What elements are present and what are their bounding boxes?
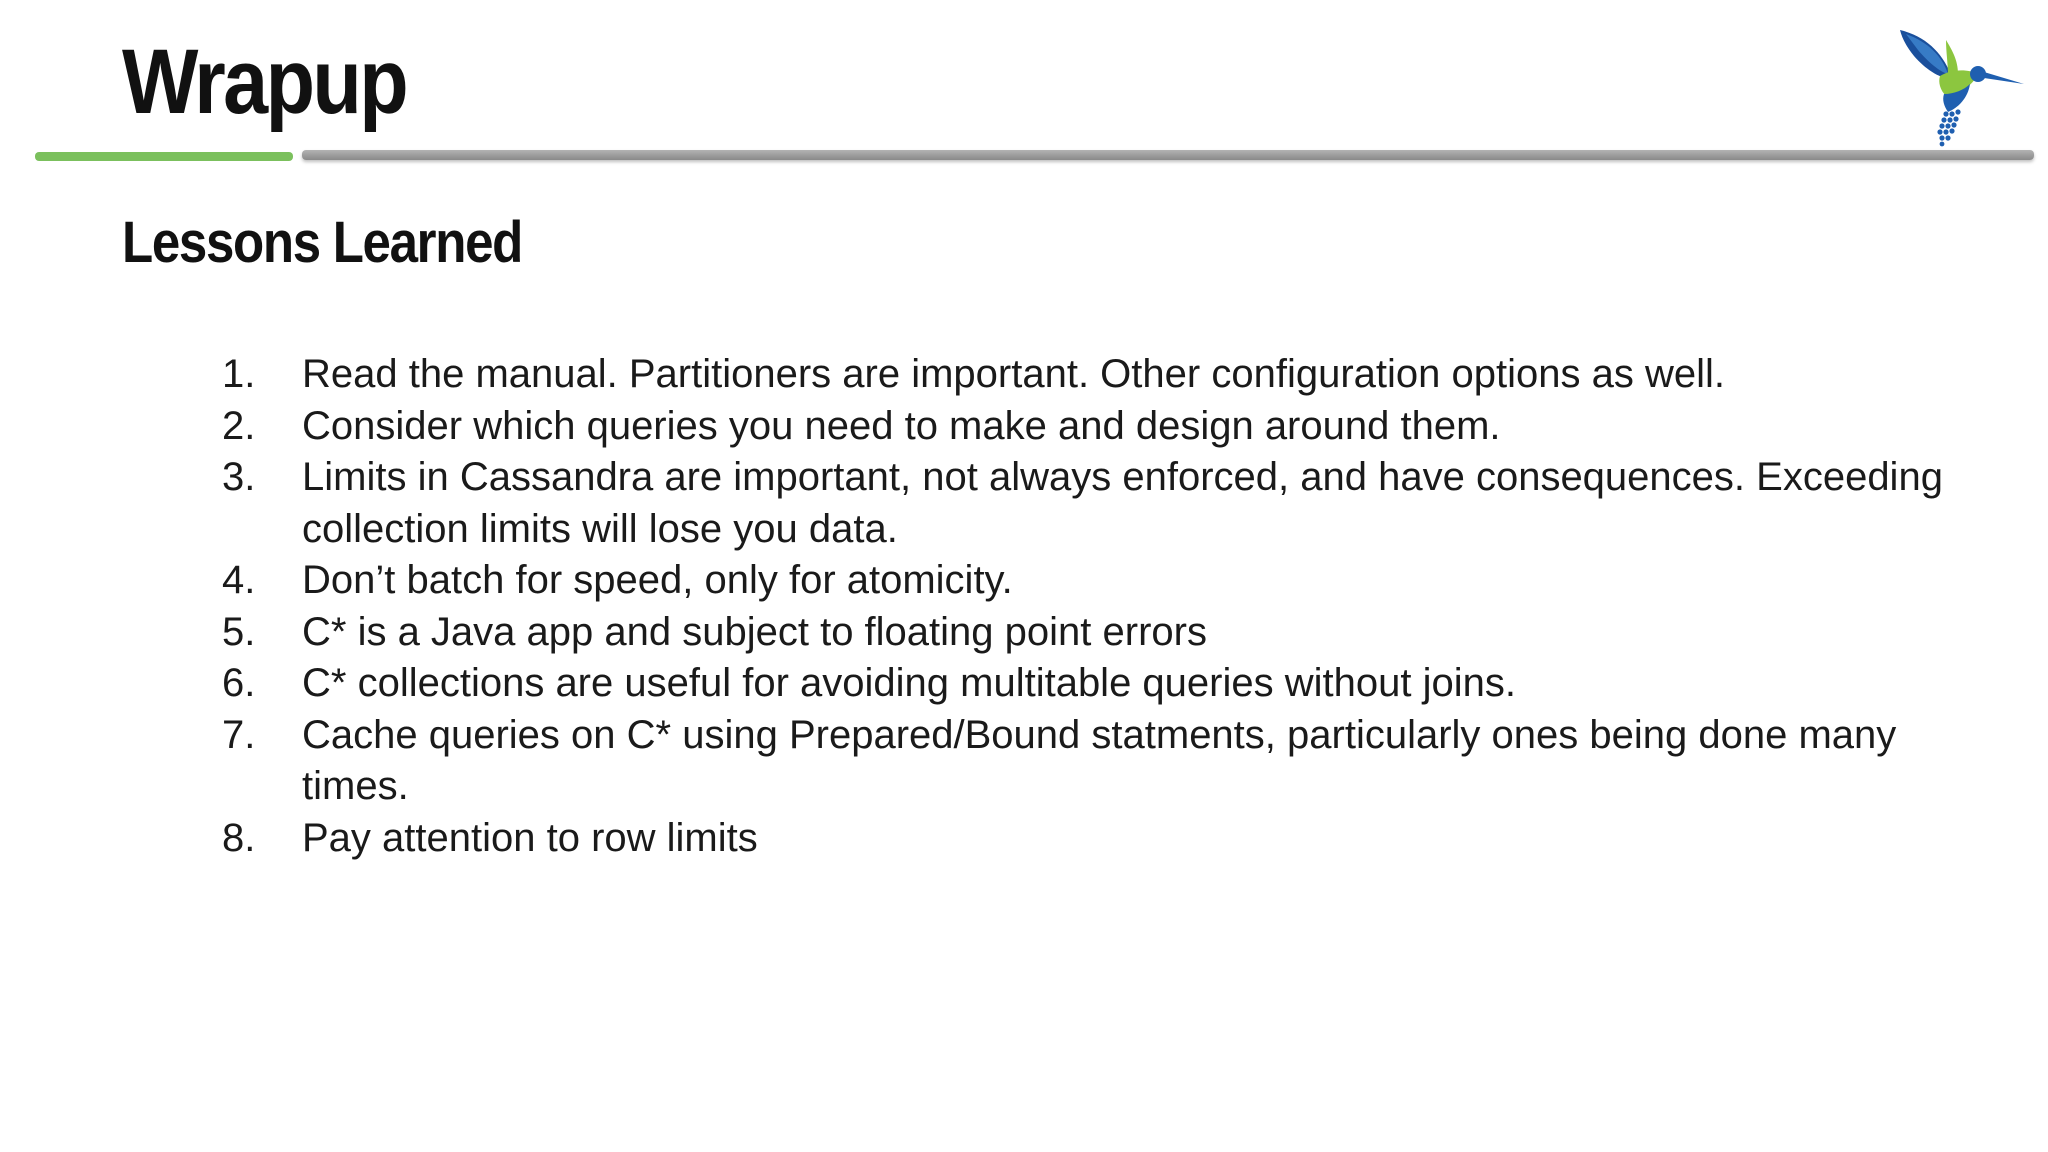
list-item-text: Limits in Cassandra are important, not always enforced, and have consequences. Exceeding collection limits will lose you data.	[302, 455, 1943, 551]
list-item	[222, 607, 1962, 659]
list-item-number: 8.	[222, 815, 256, 860]
lessons-list	[222, 349, 1962, 864]
list-item	[222, 710, 1962, 813]
title-underline-accent	[35, 152, 293, 161]
list-item-text: Don’t batch for speed, only for atomicity.	[302, 558, 1013, 602]
list-item-text: Consider which queries you need to make and design around them.	[302, 403, 1501, 448]
list-item	[222, 349, 1962, 401]
list-item-text: Read the manual. Partitioners are important. Other configuration options as well.	[302, 352, 1725, 396]
list-item-number: 1.	[222, 352, 256, 396]
list-item-number: 5.	[222, 609, 256, 654]
list-item-number: 7.	[222, 712, 256, 757]
slide-title: Wrapup	[122, 31, 407, 133]
list-item-text: Pay attention to row limits	[302, 815, 758, 860]
hummingbird-icon	[1896, 26, 2026, 148]
list-item	[222, 658, 1962, 710]
list-item-number: 2.	[222, 403, 256, 448]
title-underline-rule	[302, 150, 2034, 160]
section-heading: Lessons Learned	[122, 210, 523, 275]
list-item	[222, 813, 1962, 865]
list-item-number: 3.	[222, 455, 256, 499]
list-item-text: C* collections are useful for avoiding multitable queries without joins.	[302, 661, 1516, 705]
list-item	[222, 452, 1962, 555]
list-item	[222, 401, 1962, 453]
list-item-number: 4.	[222, 558, 256, 602]
list-item-text: Cache queries on C* using Prepared/Bound statments, particularly ones being done many times.	[302, 712, 1897, 808]
list-item	[222, 555, 1962, 607]
list-item-text: C* is a Java app and subject to floating point errors	[302, 609, 1207, 654]
list-item-number: 6.	[222, 661, 256, 705]
